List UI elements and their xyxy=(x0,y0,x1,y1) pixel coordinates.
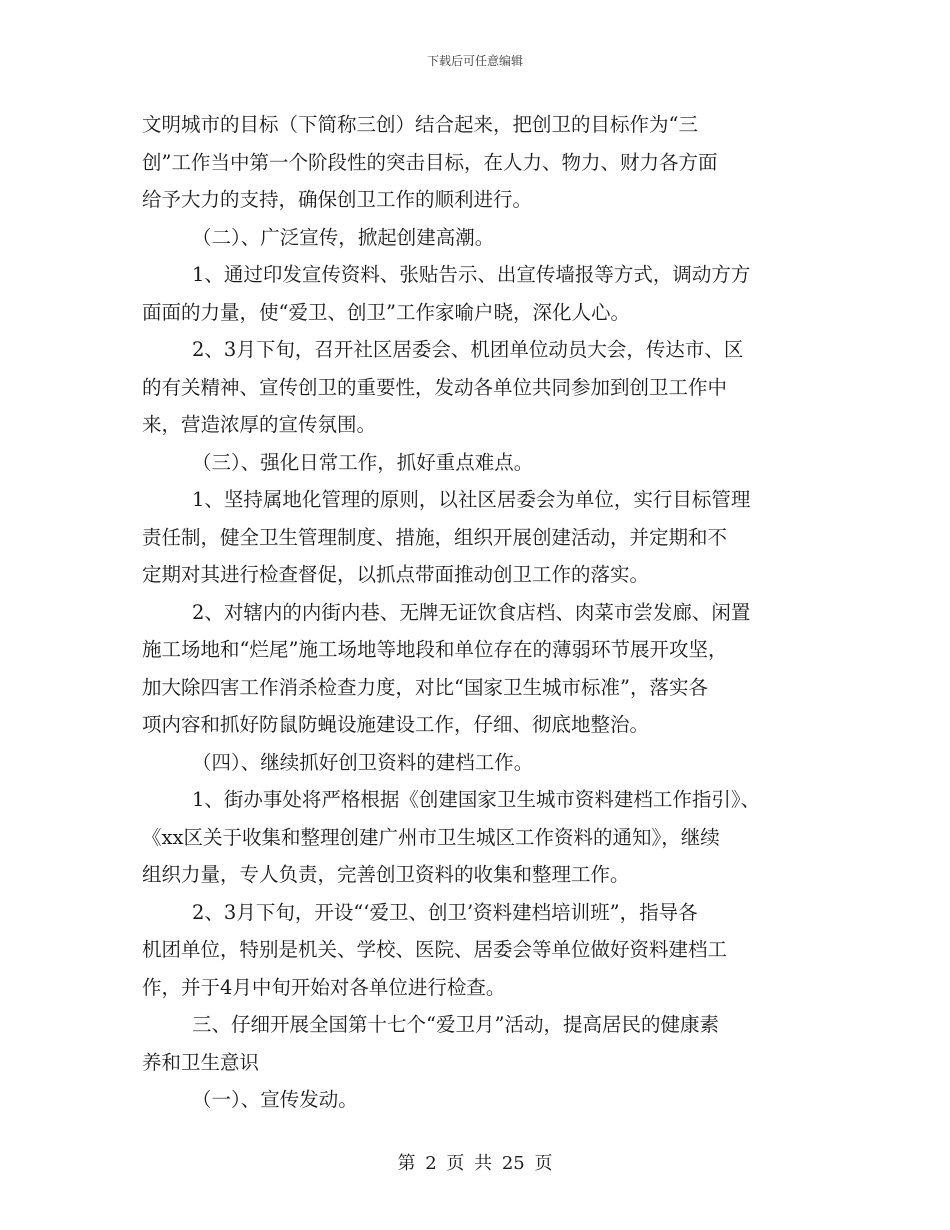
text-line: 项内容和抓好防鼠防蝇设施建设工作，仔细、彻底地整治。 xyxy=(142,713,650,736)
text-line: 创”工作当中第一个阶段性的突击目标，在人力、物力、财力各方面 xyxy=(142,150,718,174)
text-line: 给予大力的支持，确保创卫工作的顺利进行。 xyxy=(142,188,533,211)
text-line: 加大除四害工作消杀检查力度，对比“国家卫生城市标准”，落实各 xyxy=(142,675,708,699)
text-line: 定期对其进行检查督促，以抓点带面推动创卫工作的落实。 xyxy=(142,563,650,586)
text-line: 来，营造浓厚的宣传氛围。 xyxy=(142,413,377,436)
page-footer: 第 2 页 共 25 页 xyxy=(397,1153,553,1174)
text-line: 养和卫生意识 xyxy=(142,1050,260,1074)
text-line: （三）、强化日常工作，抓好重点难点。 xyxy=(192,450,534,474)
text-line: 的有关精神、宣传创卫的重要性，发动各单位共同参加到创卫工作中 xyxy=(142,375,728,399)
text-line: 机团单位，特别是机关、学校、医院、居委会等单位做好资料建档工 xyxy=(142,938,728,961)
text-line: 三、仔细开展全国第十七个“爱卫月”活动，提高居民的健康素 xyxy=(192,1013,719,1036)
text-line: 作，并于4月中旬开始对各单位进行检查。 xyxy=(142,975,506,999)
text-line: 责任制，健全卫生管理制度、措施，组织开展创建活动，并定期和不 xyxy=(142,525,728,549)
document-body xyxy=(142,106,808,1119)
text-line: （四）、继续抓好创卫资料的建档工作。 xyxy=(192,750,534,774)
text-line: 2、3月下旬，召开社区居委会、机团单位动员大会，传达市、区 xyxy=(192,338,744,361)
text-line: 组织力量，专人负责，完善创卫资料的收集和整理工作。 xyxy=(142,863,630,886)
text-line: 施工场地和“烂尾”施工场地等地段和单位存在的薄弱环节展开攻坚， xyxy=(142,638,728,661)
text-line: 2、3月下旬，开设“‘爱卫、创卫’资料建档培训班”，指导各 xyxy=(192,900,698,924)
text-line: 《xx区关于收集和整理创建广州市卫生城区工作资料的通知》，继续 xyxy=(142,825,720,849)
text-line: 面面的力量，使“爱卫、创卫”工作家喻户晓，深化人心。 xyxy=(142,300,630,324)
text-line: （二）、广泛宣传，掀起创建高潮。 xyxy=(192,225,495,249)
text-line: （一）、宣传发动。 xyxy=(192,1088,358,1111)
text-line: 1、通过印发宣传资料、张贴告示、出宣传墙报等方式，调动方方 xyxy=(192,263,751,286)
text-line: 1、坚持属地化管理的原则，以社区居委会为单位，实行目标管理 xyxy=(192,488,751,511)
text-line: 1、街办事处将严格根据《创建国家卫生城市资料建档工作指引》、 xyxy=(192,788,761,811)
text-line: 2、对辖内的内街内巷、无牌无证饮食店档、肉菜市尝发廊、闲置 xyxy=(192,600,751,624)
text-line: 文明城市的目标（下简称三创）结合起来，把创卫的目标作为“三 xyxy=(142,113,698,136)
page-header: 下载后可任意编辑 xyxy=(426,54,523,68)
